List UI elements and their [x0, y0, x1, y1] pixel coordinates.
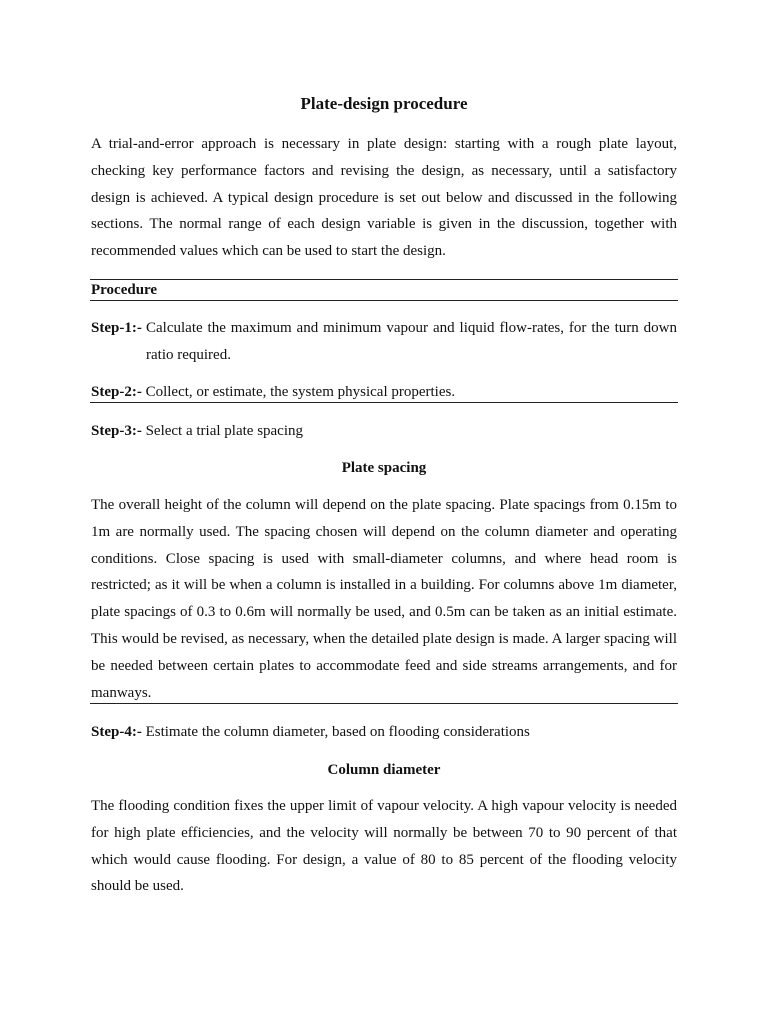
- step-2-rule: [90, 402, 678, 403]
- plate-spacing-rule: [90, 703, 678, 704]
- step-3-text: Select a trial plate spacing: [145, 423, 304, 439]
- procedure-heading: Procedure: [91, 282, 158, 298]
- step-4: [91, 722, 530, 742]
- step-1: [91, 315, 677, 369]
- step-2: [91, 382, 455, 402]
- step-2-text: Collect, or estimate, the system physical properties.: [145, 384, 456, 400]
- step-3: [91, 421, 303, 441]
- column-diameter-paragraph: The flooding condition fixes the upper limit of vapour velocity. A high vapour velocity is needed for high plate efficiencies, and the velocity will normally be between 70 to 90 percent of that which would cause flooding. For design, a value of 80 to 85 percent of the flooding velocity should be used.: [91, 798, 677, 895]
- column-diameter-heading: Column diameter: [327, 762, 441, 778]
- step-4-label: Step-4:-: [91, 724, 142, 740]
- step-3-label: Step-3:-: [91, 423, 142, 439]
- page-title: Plate-design procedure: [300, 94, 468, 113]
- plate-spacing-heading: Plate spacing: [341, 460, 427, 476]
- procedure-bottom-rule: [90, 300, 678, 301]
- step-4-text: Estimate the column diameter, based on flooding considerations: [145, 724, 530, 740]
- plate-spacing-paragraph: The overall height of the column will depend on the plate spacing. Plate spacings from 0.15m to 1m are normally used. The spacing chosen will depend on the column diameter and operating conditions. Close spacing is used with small-diameter columns, and where head room is restricted; as it will be when a column is installed in a building. For columns above 1m diameter, plate spacings of 0.3 to 0.6m will normally be used, and 0.5m can be taken as an initial estimate. This would be revised, as necessary, when the detailed plate design is made. A larger spacing will be needed between certain plates to accommodate feed and side streams arrangements, and for manways.: [91, 497, 677, 701]
- procedure-top-rule: [90, 279, 678, 280]
- step-1-label: Step-1:-: [91, 320, 142, 336]
- intro-paragraph: A trial-and-error approach is necessary in plate design: starting with a rough plate layout, checking key performance factors and revising the design, as necessary, until a satisfactory design is achieved. A typical design procedure is set out below and discussed in the following sections. The normal range of each design variable is given in the discussion, together with recommended values which can be used to start the design.: [91, 136, 677, 260]
- step-2-label: Step-2:-: [91, 384, 142, 400]
- step-1-text: Calculate the maximum and minimum vapour and liquid flow-rates, for the turn down ratio required.: [146, 320, 677, 363]
